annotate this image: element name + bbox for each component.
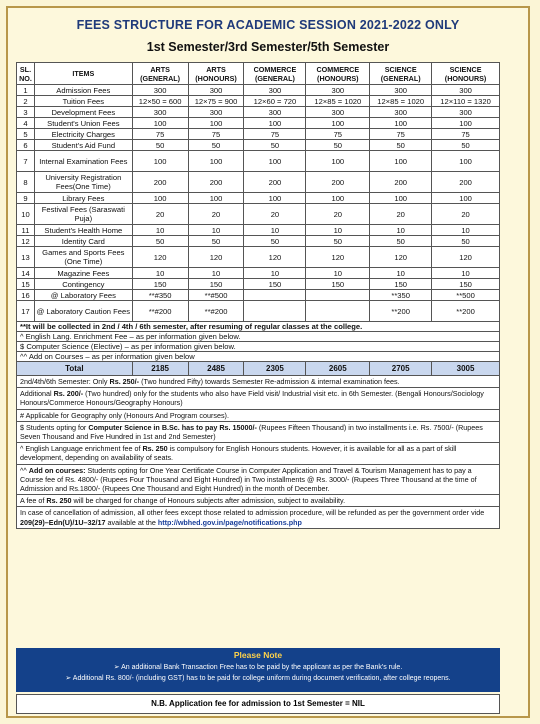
total-value: 2705 xyxy=(370,362,432,376)
info-text xyxy=(17,376,500,388)
row-fee-value: 120 xyxy=(432,247,500,268)
row-item-name: @ Laboratory Caution Fees xyxy=(34,301,132,322)
row-item-name: Student's Union Fees xyxy=(34,118,132,129)
row-fee-value: 200 xyxy=(306,172,370,193)
note-row xyxy=(17,352,500,362)
info-text xyxy=(17,507,500,528)
row-fee-value: 150 xyxy=(370,279,432,290)
row-fee-value: 100 xyxy=(370,151,432,172)
row-fee-value: 100 xyxy=(132,151,188,172)
row-sl-no: 14 xyxy=(17,268,35,279)
fee-row xyxy=(17,140,500,151)
please-note-box xyxy=(16,648,500,692)
info-text xyxy=(17,409,500,421)
info-text-part: 2nd/4th/6th Semester: Only xyxy=(20,377,110,386)
row-fee-value: 10 xyxy=(132,225,188,236)
row-sl-no: 8 xyxy=(17,172,35,193)
fee-row xyxy=(17,301,500,322)
please-note-heading: Please Note xyxy=(233,650,283,660)
row-fee-value: 150 xyxy=(244,279,306,290)
notifications-link[interactable]: http://wbhed.gov.in/page/notifications.php xyxy=(157,517,302,527)
total-value: 2605 xyxy=(306,362,370,376)
row-fee-value: 120 xyxy=(188,247,244,268)
row-fee-value: 100 xyxy=(432,151,500,172)
row-fee-value: 50 xyxy=(306,236,370,247)
info-text xyxy=(17,495,500,507)
info-row xyxy=(17,495,500,507)
row-fee-value: 300 xyxy=(370,85,432,96)
row-sl-no: 11 xyxy=(17,225,35,236)
row-sl-no: 17 xyxy=(17,301,35,322)
row-fee-value: 12×85 = 1020 xyxy=(306,96,370,107)
row-fee-value: 300 xyxy=(370,107,432,118)
col-commerce-honours: COMMERCE (HONOURS) xyxy=(306,63,370,85)
row-fee-value: 100 xyxy=(370,193,432,204)
row-fee-value: 12×110 = 1320 xyxy=(432,96,500,107)
row-fee-value: 100 xyxy=(244,118,306,129)
total-label: Total xyxy=(17,362,133,376)
row-fee-value: 300 xyxy=(432,85,500,96)
row-fee-value: 75 xyxy=(306,129,370,140)
row-item-name: @ Laboratory Fees xyxy=(34,290,132,301)
row-item-name: Library Fees xyxy=(34,193,132,204)
row-fee-value: 10 xyxy=(370,225,432,236)
info-row xyxy=(17,388,500,409)
fee-row xyxy=(17,236,500,247)
info-text-part: A fee of xyxy=(20,496,47,506)
total-value: 2185 xyxy=(132,362,188,376)
row-item-name: Admission Fees xyxy=(34,85,132,96)
row-fee-value: 10 xyxy=(432,268,500,279)
row-fee-value: 300 xyxy=(188,85,244,96)
fee-row xyxy=(17,107,500,118)
info-text-part: # Applicable for Geography only (Honours And Program courses). xyxy=(20,410,229,420)
info-text-part: is compulsory for English Honours students. However, it is available for all as a part of skill development, depending on availability of seats. xyxy=(20,444,457,463)
row-sl-no: 4 xyxy=(17,118,35,129)
info-text-part: available at the xyxy=(105,517,158,527)
row-fee-value: 200 xyxy=(370,172,432,193)
row-item-name: Student's Health Home xyxy=(34,225,132,236)
row-fee-value: 75 xyxy=(432,129,500,140)
row-sl-no: 1 xyxy=(17,85,35,96)
total-value: 2485 xyxy=(188,362,244,376)
row-fee-value xyxy=(306,290,370,301)
row-fee-value: 50 xyxy=(188,140,244,151)
row-fee-value: 20 xyxy=(188,204,244,225)
fee-row xyxy=(17,118,500,129)
row-fee-value: 20 xyxy=(432,204,500,225)
note-row xyxy=(17,332,500,342)
row-fee-value: 300 xyxy=(188,107,244,118)
row-sl-no: 13 xyxy=(17,247,35,268)
row-fee-value: 10 xyxy=(432,225,500,236)
info-text xyxy=(17,464,500,495)
info-text-part: (Two hundred Fifty) towards Semester Re-admission & internal examination fees. xyxy=(139,377,400,386)
nb-application-fee: N.B. Application fee for admission to 1st Semester = NIL xyxy=(16,694,500,714)
row-item-name: Identity Card xyxy=(34,236,132,247)
row-item-name: Contingency xyxy=(34,279,132,290)
row-fee-value: 300 xyxy=(244,107,306,118)
fee-row xyxy=(17,290,500,301)
row-fee-value: 10 xyxy=(306,225,370,236)
row-fee-value: 150 xyxy=(432,279,500,290)
row-fee-value: **#350 xyxy=(132,290,188,301)
col-science-general: SCIENCE (GENERAL) xyxy=(370,63,432,85)
row-fee-value: **#500 xyxy=(188,290,244,301)
fee-row xyxy=(17,204,500,225)
info-text-bold: Rs. 250 xyxy=(142,444,168,454)
row-fee-value xyxy=(306,301,370,322)
row-fee-value: 20 xyxy=(132,204,188,225)
row-fee-value: 75 xyxy=(244,129,306,140)
info-text-bold: Rs. 250 xyxy=(46,496,72,506)
row-fee-value: 300 xyxy=(244,85,306,96)
row-fee-value: 50 xyxy=(244,140,306,151)
row-fee-value: 100 xyxy=(188,118,244,129)
info-text-bold: Add on courses: xyxy=(28,465,86,475)
row-fee-value: 100 xyxy=(306,193,370,204)
row-fee-value: 75 xyxy=(188,129,244,140)
row-fee-value: **500 xyxy=(432,290,500,301)
footnote-text: ^^ Add on Courses – as per information given below xyxy=(17,352,500,362)
row-fee-value: 10 xyxy=(188,225,244,236)
row-item-name: University Registration Fees(One Time) xyxy=(34,172,132,193)
row-fee-value: 100 xyxy=(306,118,370,129)
row-fee-value: 12×60 = 720 xyxy=(244,96,306,107)
col-arts-honours: ARTS (HONOURS) xyxy=(188,63,244,85)
total-row xyxy=(17,362,500,376)
row-fee-value: 300 xyxy=(306,85,370,96)
info-row xyxy=(17,421,500,442)
info-text-part: ^ English Language enrichment fee of xyxy=(20,444,143,454)
info-row xyxy=(17,409,500,421)
row-fee-value: 300 xyxy=(306,107,370,118)
row-fee-value: 50 xyxy=(432,140,500,151)
row-fee-value: 12×50 = 600 xyxy=(132,96,188,107)
row-fee-value: 200 xyxy=(432,172,500,193)
fee-row xyxy=(17,129,500,140)
fee-row xyxy=(17,85,500,96)
row-fee-value: 200 xyxy=(188,172,244,193)
row-fee-value: 75 xyxy=(132,129,188,140)
row-fee-value: 300 xyxy=(132,107,188,118)
info-text-bold: Rs. 200/- xyxy=(53,389,84,399)
row-fee-value: 120 xyxy=(244,247,306,268)
row-fee-value: 10 xyxy=(188,268,244,279)
col-arts-general: ARTS (GENERAL) xyxy=(132,63,188,85)
row-fee-value: 10 xyxy=(306,268,370,279)
row-fee-value: 150 xyxy=(132,279,188,290)
fee-row xyxy=(17,279,500,290)
info-text-part: (Two hundred) only for the students who also have Field visit/ Industrial visit etc. in 6th Semester. (Bengali Honours/Sociology Honours/Commerce Honours/Geography Honours) xyxy=(20,389,484,408)
row-sl-no: 9 xyxy=(17,193,35,204)
row-item-name: Electricity Charges xyxy=(34,129,132,140)
row-fee-value: 100 xyxy=(244,151,306,172)
note-row xyxy=(17,342,500,352)
row-fee-value: **200 xyxy=(370,301,432,322)
note-row xyxy=(17,322,500,332)
row-fee-value: 120 xyxy=(370,247,432,268)
row-sl-no: 7 xyxy=(17,151,35,172)
row-fee-value: 50 xyxy=(306,140,370,151)
row-fee-value: **200 xyxy=(432,301,500,322)
row-sl-no: 16 xyxy=(17,290,35,301)
fee-row xyxy=(17,268,500,279)
row-fee-value: 20 xyxy=(244,204,306,225)
row-sl-no: 2 xyxy=(17,96,35,107)
info-text-bold: Rs. 250/- xyxy=(109,377,140,386)
col-items: ITEMS xyxy=(34,63,132,85)
row-fee-value: 300 xyxy=(132,85,188,96)
info-text-bold: 209(29)–Edn(U)/1U–32/17 xyxy=(20,517,106,527)
fee-row xyxy=(17,225,500,236)
row-fee-value: 100 xyxy=(188,193,244,204)
total-value: 2305 xyxy=(244,362,306,376)
row-fee-value: 200 xyxy=(244,172,306,193)
col-sl-no: SL. NO. xyxy=(17,63,35,85)
fee-row xyxy=(17,247,500,268)
row-fee-value: 10 xyxy=(370,268,432,279)
row-fee-value: 100 xyxy=(370,118,432,129)
row-fee-value: **350 xyxy=(370,290,432,301)
fee-row xyxy=(17,193,500,204)
row-fee-value: **#200 xyxy=(188,301,244,322)
row-item-name: Games and Sports Fees (One Time) xyxy=(34,247,132,268)
row-item-name: Festival Fees (Saraswati Puja) xyxy=(34,204,132,225)
row-fee-value: 120 xyxy=(306,247,370,268)
row-sl-no: 10 xyxy=(17,204,35,225)
row-fee-value: 50 xyxy=(432,236,500,247)
row-fee-value: 10 xyxy=(244,225,306,236)
row-item-name: Tuition Fees xyxy=(34,96,132,107)
row-item-name: Internal Examination Fees xyxy=(34,151,132,172)
info-text xyxy=(17,421,500,442)
fee-row xyxy=(17,151,500,172)
info-text-bold: Computer Science in B.Sc. has to pay Rs. 15000/- xyxy=(88,422,257,432)
row-fee-value: 50 xyxy=(244,236,306,247)
row-fee-value: 100 xyxy=(132,193,188,204)
info-row xyxy=(17,464,500,495)
row-fee-value: 100 xyxy=(306,151,370,172)
row-fee-value xyxy=(244,290,306,301)
row-fee-value: 150 xyxy=(188,279,244,290)
footnote-text: **It will be collected in 2nd / 4th / 6th semester, after resuming of regular classes at the college. xyxy=(17,322,500,332)
row-fee-value: 100 xyxy=(432,193,500,204)
row-fee-value: 20 xyxy=(370,204,432,225)
row-fee-value: 120 xyxy=(132,247,188,268)
info-text-part: (Rupees Fifteen Thousand) in two installments i.e. Rs. 7500/- (Rupees Seven Thousand and Five Hundred in 1st and 2nd Semester) xyxy=(20,422,483,442)
info-text-part: In case of cancellation of admission, all other fees except those related to admission procedure, will be refunded as per the government order vide xyxy=(20,508,485,518)
info-text-part: will be charged for change of Honours subjects after admission, subject to availability. xyxy=(71,496,346,506)
col-science-honours: SCIENCE (HONOURS) xyxy=(432,63,500,85)
row-fee-value: 100 xyxy=(188,151,244,172)
col-commerce-general: COMMERCE (GENERAL) xyxy=(244,63,306,85)
footnote-text: $ Computer Science (Elective) – as per information given below. xyxy=(17,342,500,352)
row-sl-no: 3 xyxy=(17,107,35,118)
info-text xyxy=(17,443,500,464)
please-note-bullet: ➢ Additional Rs. 800/- (including GST) has to be paid for college uniform during document verification, after college reopens. xyxy=(65,675,451,682)
total-value: 3005 xyxy=(432,362,500,376)
row-sl-no: 6 xyxy=(17,140,35,151)
row-fee-value: 10 xyxy=(132,268,188,279)
info-row xyxy=(17,376,500,388)
row-item-name: Development Fees xyxy=(34,107,132,118)
row-item-name: Magazine Fees xyxy=(34,268,132,279)
info-text xyxy=(17,388,500,409)
info-row xyxy=(17,443,500,464)
row-sl-no: 12 xyxy=(17,236,35,247)
info-text-part: Students opting for One Year Certificate Course in Computer Application and Travel & Tourism Management has to pay a Course fee of Rs. 4800/- (Rupees Four Thousand and Eight Hundred) in Two installments @ Rs. 3000/- (Rupees Three Thousand at the time of Admission and Rs.1800/- (Rupees One Thousand and Eight Hundred) in the month of December. xyxy=(20,465,477,494)
row-fee-value: 300 xyxy=(432,107,500,118)
row-item-name: Student's Aid Fund xyxy=(34,140,132,151)
row-fee-value: 50 xyxy=(370,236,432,247)
fee-row xyxy=(17,96,500,107)
page-subtitle: 1st Semester/3rd Semester/5th Semester xyxy=(146,40,390,54)
please-note-bullet: ➢ An additional Bank Transaction Free has to be paid by the applicant as per the Bank's rule. xyxy=(113,664,403,671)
row-fee-value: 12×75 = 900 xyxy=(188,96,244,107)
row-fee-value: 50 xyxy=(132,236,188,247)
row-fee-value: 100 xyxy=(244,193,306,204)
fees-table xyxy=(16,62,500,529)
row-fee-value: 20 xyxy=(306,204,370,225)
row-sl-no: 5 xyxy=(17,129,35,140)
footnote-text: ^ English Lang. Enrichment Fee – as per information given below. xyxy=(17,332,500,342)
row-fee-value: 200 xyxy=(132,172,188,193)
info-text-part: Additional xyxy=(20,389,54,399)
info-text-part: ^^ xyxy=(20,465,29,475)
row-fee-value: 150 xyxy=(306,279,370,290)
row-fee-value xyxy=(244,301,306,322)
row-fee-value: 100 xyxy=(132,118,188,129)
row-fee-value: 50 xyxy=(188,236,244,247)
row-fee-value: **#200 xyxy=(132,301,188,322)
fee-row xyxy=(17,172,500,193)
info-row xyxy=(17,507,500,528)
row-fee-value: 50 xyxy=(370,140,432,151)
row-fee-value: 100 xyxy=(432,118,500,129)
page-title: FEES STRUCTURE FOR ACADEMIC SESSION 2021-2022 ONLY xyxy=(76,18,460,32)
row-fee-value: 12×85 = 1020 xyxy=(370,96,432,107)
row-fee-value: 10 xyxy=(244,268,306,279)
row-fee-value: 75 xyxy=(370,129,432,140)
row-fee-value: 50 xyxy=(132,140,188,151)
row-sl-no: 15 xyxy=(17,279,35,290)
info-text-part: $ Students opting for xyxy=(20,422,89,432)
